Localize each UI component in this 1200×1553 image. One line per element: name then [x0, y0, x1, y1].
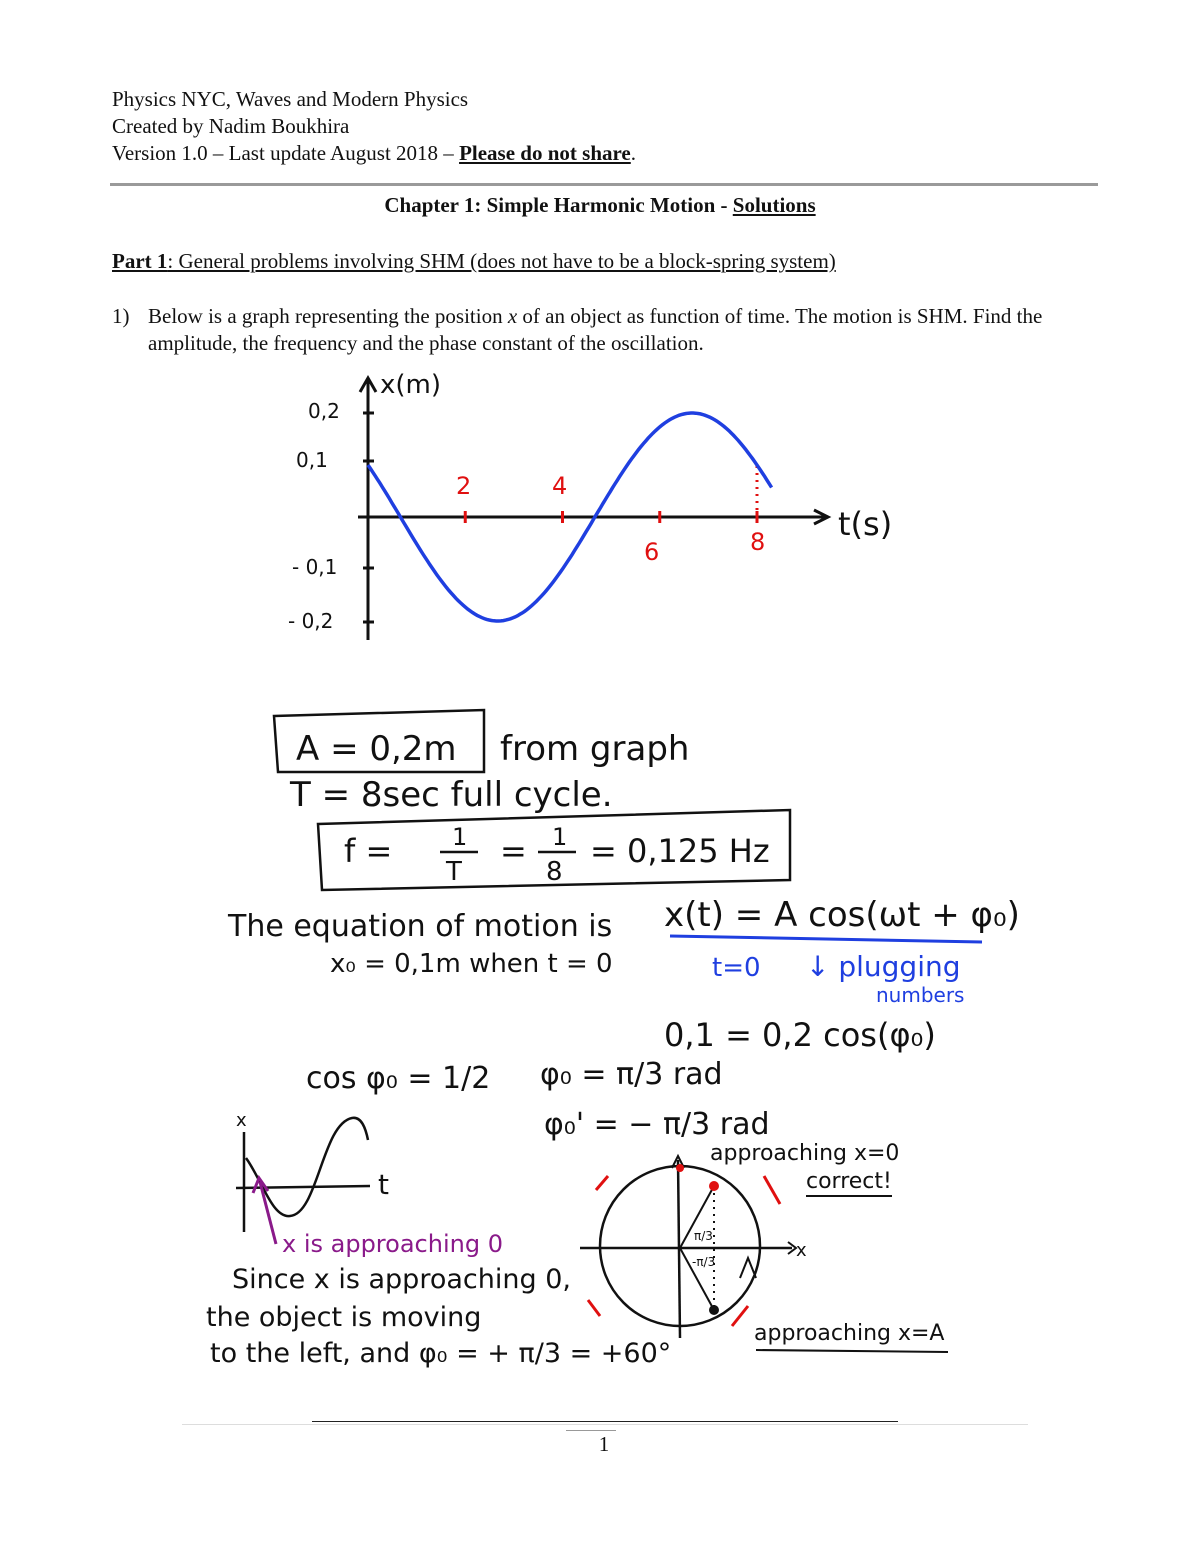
- version-text: Version 1.0 – Last update August 2018 –: [112, 141, 460, 165]
- numbers-text: numbers: [876, 983, 965, 1007]
- part-description: : General problems involving SHM (does not have to be a block-spring system): [167, 249, 836, 273]
- graph-labels: [288, 370, 892, 633]
- y-axis-label: x(m): [380, 370, 442, 400]
- frequency-num-1: 1: [452, 823, 468, 851]
- period-line: T = 8sec full cycle.: [290, 775, 613, 815]
- do-not-share-notice: Please do not share: [459, 141, 631, 165]
- approach-xa-note: approaching x=A: [754, 1321, 945, 1346]
- circle-x-label: x: [796, 1240, 807, 1261]
- top-point: [676, 1164, 684, 1172]
- x-tick-label-6: 6: [644, 538, 660, 566]
- conclusion-line-2: the object is moving: [206, 1302, 482, 1333]
- phi-positive: φ₀ = π/3 rad: [540, 1057, 723, 1092]
- sketch-x-label: x: [236, 1110, 247, 1131]
- frequency-line: [344, 823, 770, 887]
- question-text-a: Below is a graph representing the position: [148, 304, 508, 328]
- amplitude-note: from graph: [500, 729, 690, 769]
- x-tick-label-8: 8: [750, 528, 766, 556]
- arrow-to-top: [764, 1176, 780, 1204]
- footer-rule-light: [182, 1424, 1028, 1425]
- ccw-arrow-bottom-left: [588, 1300, 600, 1316]
- equation-of-motion-formula: x(t) = A cos(ωt + φ₀): [664, 895, 1020, 935]
- question-number: 1): [112, 304, 130, 328]
- angle-neg-label: -π/3: [692, 1255, 716, 1269]
- formula-underline: [670, 936, 982, 942]
- x-tick-label-4: 4: [552, 472, 568, 500]
- correct-note: correct!: [806, 1169, 892, 1194]
- question-text-b: of an object as function of time. The motion is SHM. Find the amplitude, the frequency and the phase constant of the oscillation.: [148, 304, 1043, 355]
- footer-rule: [312, 1421, 898, 1422]
- approach-x0-note: approaching x=0: [710, 1141, 900, 1166]
- x-tick-label-2: 2: [456, 472, 472, 500]
- chapter-title-text: Chapter 1: Simple Harmonic Motion -: [384, 193, 733, 217]
- sketch-t-label: t: [378, 1168, 389, 1201]
- y-tick-label-0-1: 0,1: [296, 448, 328, 472]
- question-variable: x: [507, 304, 518, 328]
- frequency-den-2: 8: [546, 857, 563, 887]
- frequency-den-1: T: [446, 857, 462, 887]
- chapter-solutions-label: Solutions: [732, 193, 816, 217]
- cos-phi-eq: cos φ₀ = 1/2: [306, 1061, 491, 1096]
- x-axis-label: t(s): [838, 505, 893, 543]
- part-label: Part 1: [112, 249, 168, 273]
- frequency-num-2: 1: [552, 823, 568, 851]
- doc-header-line-1: Physics NYC, Waves and Modern Physics: [112, 87, 469, 111]
- plugging-note: [712, 950, 964, 1007]
- frequency-eq: =: [500, 832, 527, 870]
- reference-circle: [580, 1156, 807, 1338]
- circle-notes: [710, 1141, 944, 1346]
- x-tick-labels: [456, 472, 765, 566]
- point-neg: [709, 1305, 719, 1315]
- t-equals-zero: t=0: [712, 953, 761, 983]
- phi-negative: φ₀' = − π/3 rad: [544, 1107, 770, 1142]
- frequency-lhs: f =: [344, 832, 393, 870]
- version-suffix: .: [630, 141, 637, 165]
- doc-header-line-2: Created by Nadim Boukhira: [112, 114, 350, 138]
- ccw-arrow-top-left: [596, 1176, 608, 1190]
- point-pos: [709, 1181, 719, 1191]
- amplitude-answer: A = 0,2m: [296, 729, 457, 769]
- substitution-eq: 0,1 = 0,2 cos(φ₀): [664, 1016, 936, 1054]
- y-tick-label-neg-0-2: - 0,2: [288, 609, 334, 633]
- equation-of-motion-text: The equation of motion is: [228, 909, 613, 944]
- approach-note: x is approaching 0: [282, 1230, 503, 1258]
- frequency-result: = 0,125 Hz: [590, 832, 770, 870]
- phase-working: [306, 1016, 936, 1142]
- approach-arrow: [260, 1182, 276, 1244]
- initial-condition: x₀ = 0,1m when t = 0: [330, 949, 613, 979]
- plugging-text: ↓ plugging: [806, 950, 961, 983]
- page-number: 1: [598, 1432, 610, 1456]
- approach-xa-underline: [756, 1350, 948, 1352]
- conclusion: [206, 1264, 671, 1369]
- conclusion-line-1: Since x is approaching 0,: [232, 1264, 571, 1295]
- angle-pos-label: π/3: [694, 1229, 713, 1243]
- conclusion-line-3: to the left, and φ₀ = + π/3 = +60°: [210, 1338, 672, 1369]
- sketch-graph: [236, 1110, 503, 1258]
- y-tick-label-0-2: 0,2: [308, 399, 340, 423]
- y-tick-label-neg-0-1: - 0,1: [292, 555, 338, 579]
- footer-rule-short: [566, 1430, 616, 1431]
- arrow-to-right: [732, 1306, 748, 1326]
